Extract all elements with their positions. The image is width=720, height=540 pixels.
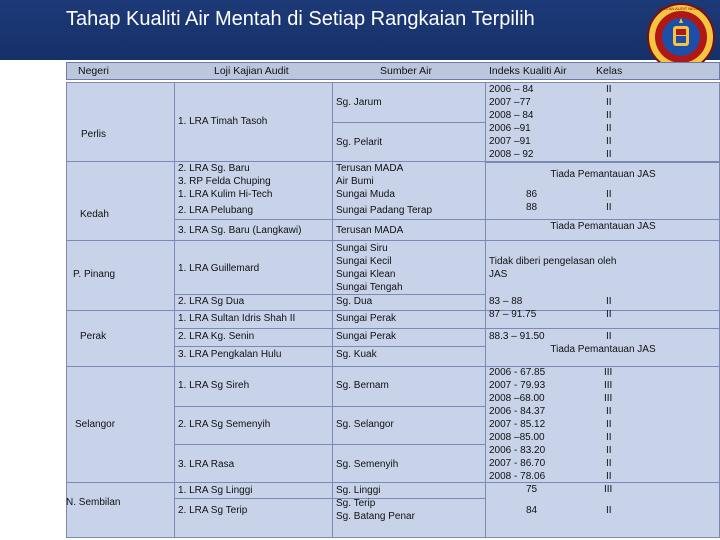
kelas-selangor-8: II: [606, 458, 612, 469]
loji-perak-1: 1. LRA Sultan Idris Shah II: [178, 313, 296, 324]
negeri-selangor: Selangor: [75, 419, 116, 430]
negeri-kedah: Kedah: [80, 209, 109, 220]
indeks-selangor-6: 2008 –85.00: [489, 432, 545, 443]
row-divider: [174, 498, 485, 499]
negeri-perlis: Perlis: [81, 129, 107, 140]
header-indeks: Indeks Kualiti Air: [489, 65, 567, 77]
sumber-kedah-2: Air Bumi: [336, 176, 374, 187]
row-divider: [174, 294, 485, 295]
indeks-perlis-6: 2008 – 92: [489, 149, 534, 160]
sumber-sembilan-2: Sg. Terip: [336, 498, 376, 509]
indeks-kedah-2: 88: [526, 202, 538, 213]
slide-title: Tahap Kualiti Air Mentah di Setiap Rangkaian Terpilih: [66, 8, 535, 30]
kelas-sembilan-1: III: [604, 484, 613, 495]
row-divider: [174, 444, 485, 445]
loji-sg-terip: 2. LRA Sg Terip: [178, 505, 248, 516]
loji-sg-semenyih: 2. LRA Sg Semenyih: [178, 419, 271, 430]
row-divider: [174, 406, 485, 407]
header-sumber: Sumber Air: [380, 65, 432, 77]
sumber-sembilan-3: Sg. Batang Penar: [336, 511, 415, 522]
kelas-selangor-5: II: [606, 419, 612, 430]
loji-kedah-4: 2. LRA Pelubang: [178, 205, 254, 216]
indeks-perlis-5: 2007 –91: [489, 136, 531, 147]
sumber-sg-bernam: Sg. Bernam: [336, 380, 389, 391]
loji-sg-linggi: 1. LRA Sg Linggi: [178, 485, 253, 496]
loji-perak-2: 2. LRA Kg. Senin: [178, 331, 255, 342]
sumber-kedah-4: Sungai Padang Terap: [336, 205, 433, 216]
indeks-kedah-1: 86: [526, 189, 538, 200]
row-divider: [66, 482, 720, 483]
indeks-selangor-1: 2006 - 67.85: [489, 367, 546, 378]
row-divider: [66, 310, 720, 311]
indeks-perlis-1: 2006 – 84: [489, 84, 534, 95]
kelas-selangor-9: II: [606, 471, 612, 482]
kelas-sembilan-2: II: [606, 505, 612, 516]
sumber-sg-pelarit: Sg. Pelarit: [336, 137, 383, 148]
header-loji: Loji Kajian Audit: [214, 65, 289, 77]
tiada-pemantauan-kedah-1: Tiada Pemantauan JAS: [550, 169, 656, 180]
loji-rasa: 3. LRA Rasa: [178, 459, 235, 470]
sumber-kedah-3: Sungai Muda: [336, 189, 395, 200]
sumber-sembilan-1: Sg. Linggi: [336, 485, 381, 496]
kelas-perlis-1: II: [606, 84, 612, 95]
kelas-perlis-5: II: [606, 136, 612, 147]
sumber-perak-2: Sungai Perak: [336, 331, 397, 342]
row-divider: [174, 346, 485, 347]
indeks-selangor-7: 2006 - 83.20: [489, 445, 546, 456]
indeks-selangor-9: 2008 - 78.06: [489, 471, 546, 482]
indeks-perlis-2: 2007 –77: [489, 97, 531, 108]
indeks-perak-2: 88.3 – 91.50: [489, 331, 545, 342]
indeks-perak-1: 87 – 91.75: [489, 309, 537, 320]
indeks-pinang: 83 – 88: [489, 296, 523, 307]
kelas-perak-1: II: [606, 309, 612, 320]
indeks-selangor-5: 2007 - 85.12: [489, 419, 546, 430]
loji-kedah-5: 3. LRA Sg. Baru (Langkawi): [178, 225, 302, 236]
kelas-perlis-4: II: [606, 123, 612, 134]
indeks-selangor-2: 2007 - 79.93: [489, 380, 546, 391]
sumber-pinang-2: Sungai Kecil: [336, 256, 392, 267]
row-divider: [174, 328, 720, 329]
sumber-sg-jarum: Sg. Jarum: [336, 97, 382, 108]
kelas-selangor-2: III: [604, 380, 613, 391]
loji-timah-tasoh: 1. LRA Timah Tasoh: [178, 116, 268, 127]
header-kelas: Kelas: [596, 65, 623, 77]
tiada-pemantauan-kedah-2: Tiada Pemantauan JAS: [550, 221, 656, 232]
loji-kedah-1: 2. LRA Sg. Baru: [178, 163, 250, 174]
sumber-pinang-5: Sg. Dua: [336, 296, 373, 307]
sumber-pinang-1: Sungai Siru: [336, 243, 388, 254]
row-divider: [66, 240, 720, 241]
indeks-sembilan-2: 84: [526, 505, 538, 516]
negeri-perak: Perak: [80, 331, 107, 342]
kelas-kedah-1: II: [606, 189, 612, 200]
negeri-pinang: P. Pinang: [73, 269, 116, 280]
catatan-pinang-1: Tidak diberi pengelasan oleh: [489, 256, 617, 267]
kelas-kedah-2: II: [606, 202, 612, 213]
indeks-selangor-3: 2008 –68.00: [489, 393, 545, 404]
loji-kedah-3: 1. LRA Kulim Hi-Tech: [178, 189, 273, 200]
sumber-pinang-3: Sungai Klean: [336, 269, 396, 280]
kelas-perlis-6: II: [606, 149, 612, 160]
loji-sg-sireh: 1. LRA Sg Sireh: [178, 380, 250, 391]
sumber-kedah-1: Terusan MADA: [336, 163, 404, 174]
loji-guillemard: 1. LRA Guillemard: [178, 263, 260, 274]
kelas-selangor-1: III: [604, 367, 613, 378]
indeks-sembilan-1: 75: [526, 484, 538, 495]
indeks-selangor-8: 2007 - 86.70: [489, 458, 546, 469]
indeks-perlis-4: 2006 –91: [489, 123, 531, 134]
row-divider: [174, 219, 720, 220]
row-divider: [332, 122, 485, 123]
sumber-perak-3: Sg. Kuak: [336, 349, 377, 360]
sumber-sg-semenyih: Sg. Semenyih: [336, 459, 399, 470]
loji-perak-3: 3. LRA Pengkalan Hulu: [178, 349, 282, 360]
kelas-perlis-3: II: [606, 110, 612, 121]
indeks-perlis-3: 2008 – 84: [489, 110, 534, 121]
kelas-pinang: II: [606, 296, 612, 307]
kelas-selangor-6: II: [606, 432, 612, 443]
kelas-selangor-4: II: [606, 406, 612, 417]
logo-text-top: JABATAN AUDIT NEGARA: [656, 6, 706, 11]
sumber-pinang-4: Sungai Tengah: [336, 282, 403, 293]
kelas-selangor-7: II: [606, 445, 612, 456]
sumber-sg-selangor: Sg. Selangor: [336, 419, 394, 430]
header-negeri: Negeri: [78, 65, 109, 77]
row-divider: [485, 162, 720, 163]
sumber-perak-1: Sungai Perak: [336, 313, 397, 324]
sumber-kedah-5: Terusan MADA: [336, 225, 404, 236]
catatan-pinang-2: JAS: [489, 269, 508, 280]
negeri-sembilan: N. Sembilan: [66, 497, 121, 508]
kelas-perak-2: II: [606, 331, 612, 342]
loji-sg-dua: 2. LRA Sg Dua: [178, 296, 245, 307]
tiada-pemantauan-perak: Tiada Pemantauan JAS: [550, 344, 656, 355]
kelas-perlis-2: II: [606, 97, 612, 108]
row-divider: [66, 366, 720, 367]
indeks-selangor-4: 2006 - 84.37: [489, 406, 546, 417]
kelas-selangor-3: III: [604, 393, 613, 404]
loji-kedah-2: 3. RP Felda Chuping: [178, 176, 271, 187]
